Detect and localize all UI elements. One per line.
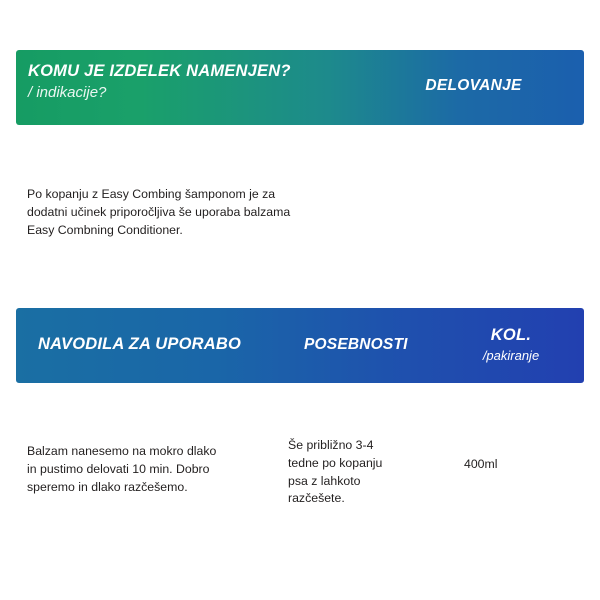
section-two-column-quantity-title-sub: /pakiranje — [482, 347, 540, 363]
section-two-usage-line-3: speremo in dlako razčešemo. — [27, 479, 188, 494]
section-two-column-usage-title: NAVODILA ZA UPORABO — [38, 335, 242, 353]
section-two-special-line-3: psa z lahkoto — [288, 473, 361, 488]
section-two-column-quantity-title-main: KOL. — [490, 326, 532, 344]
section-two-usage-line-1: Balzam nanesemo na mokro dlako — [27, 444, 217, 458]
section-two-special-line-1: Še približno 3-4 — [288, 438, 374, 452]
section-one-paragraph — [27, 186, 347, 239]
section-two-column-quantity-title — [456, 326, 566, 364]
section-one-paragraph-line-1: Po kopanju z Easy Combing šamponom je za — [27, 187, 276, 201]
section-two-column-special-title: POSEBNOSTI — [304, 336, 408, 353]
section-one-title: KOMU JE IZDELEK NAMENJEN? — [28, 62, 291, 80]
section-two-quantity-value: 400ml — [464, 457, 498, 471]
section-two-usage-text — [27, 443, 277, 496]
section-two-special-line-2: tedne po kopanju — [288, 455, 383, 470]
section-one-paragraph-line-3: Easy Combning Conditioner. — [27, 222, 183, 237]
section-one-header-band — [16, 50, 584, 125]
section-two-special-text — [288, 437, 428, 508]
section-one-header-left — [28, 62, 291, 102]
section-one-paragraph-line-2: dodatni učinek priporočljiva še uporaba balzama — [27, 204, 291, 219]
section-two-special-line-4: razčešete. — [288, 491, 345, 506]
section-two-usage-line-2: in pustimo delovati 10 min. Dobro — [27, 461, 210, 476]
section-one-subtitle: / indikacije? — [28, 83, 107, 101]
section-one-right-title: DELOVANJE — [425, 77, 522, 94]
section-two-header-band — [16, 308, 584, 383]
